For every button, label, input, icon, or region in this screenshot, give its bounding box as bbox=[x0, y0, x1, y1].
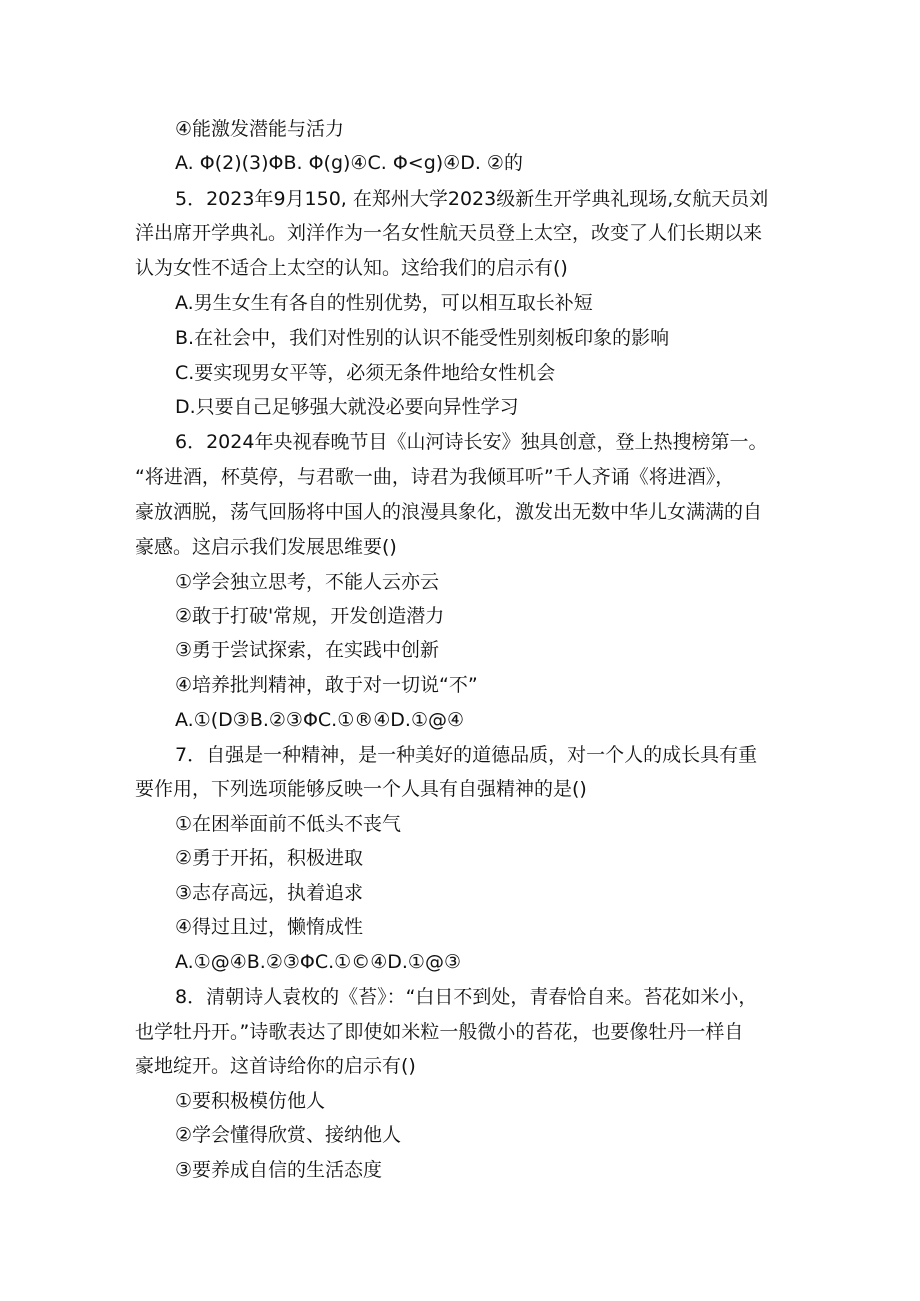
question-7-option-4: ④得过且过，懒惰成性 bbox=[175, 916, 364, 938]
question-7-option-1: ①在困举面前不低头不丧气 bbox=[175, 813, 402, 835]
question-5-option-a: A.男生女生有各自的性别优势，可以相互取长补短 bbox=[175, 292, 593, 314]
question-5-stem-line-3: 认为女性不适合上太空的认知。这给我们的启示有() bbox=[135, 257, 568, 279]
question-7-stem-line-2: 要作用，下列选项能够反映一个人具有自强精神的是() bbox=[135, 778, 587, 800]
question-7-option-2: ②勇于开拓，积极进取 bbox=[175, 847, 364, 869]
question-8-stem-line-2: 也学牡丹开。”诗歌表达了即使如米粒一般微小的苔花，也要像牡丹一样自 bbox=[135, 1021, 744, 1043]
question-7-stem-line-1: 7．自强是一种精神，是一种美好的道德品质，对一个人的成长具有重 bbox=[175, 744, 758, 766]
question-6-answer-choices: A.①(D③B.②③ΦC.①®④D.①@④ bbox=[175, 709, 465, 731]
question-4-answer-choices: A. Φ(2)(3)ΦB. Φ(g)④C. Φ<g)④D. ②的 bbox=[175, 152, 523, 174]
question-6-option-1: ①学会独立思考，不能人云亦云 bbox=[175, 571, 440, 593]
question-8-option-3: ③要养成自信的生活态度 bbox=[175, 1159, 383, 1181]
question-5-option-d: D.只要自己足够强大就没必要向异性学习 bbox=[175, 396, 519, 418]
question-8-stem-line-3: 豪地绽开。这首诗给你的启示有() bbox=[135, 1055, 416, 1077]
question-8-option-1: ①要积极模仿他人 bbox=[175, 1090, 326, 1112]
question-6-option-3: ③勇于尝试探索，在实践中创新 bbox=[175, 639, 440, 661]
question-6-stem-line-4: 豪感。这启示我们发展思维要() bbox=[135, 536, 397, 558]
question-6-stem-line-3: 豪放洒脱，荡气回肠将中国人的浪漫具象化，激发出无数中华儿女满满的自 bbox=[135, 501, 763, 523]
question-5-stem-line-1: 5．2023年9月150, 在郑州大学2023级新生开学典礼现场,女航天员刘 bbox=[175, 188, 769, 210]
question-8-option-2: ②学会懂得欣赏、接纳他人 bbox=[175, 1124, 402, 1146]
question-6-stem-line-1: 6．2024年央视春晚节目《山河诗长安》独具创意，登上热搜榜第一。 bbox=[175, 431, 768, 453]
question-4-option-4: ④能激发潜能与活力 bbox=[175, 118, 345, 140]
question-8-stem-line-1: 8．清朝诗人袁枚的《苔》：“白日不到处，青春恰自来。苔花如米小， bbox=[175, 986, 758, 1008]
question-6-option-4: ④培养批判精神，敢于对一切说“不” bbox=[175, 674, 478, 696]
question-5-stem-line-2: 洋出席开学典礼。刘洋作为一名女性航天员登上太空，改变了人们长期以来 bbox=[135, 222, 763, 244]
question-6-option-2: ②敢于打破'常规，开发创造潜力 bbox=[175, 605, 445, 627]
question-7-option-3: ③志存高远，执着追求 bbox=[175, 882, 364, 904]
question-5-option-b: B.在社会中，我们对性别的认识不能受性别刻板印象的影响 bbox=[175, 327, 670, 349]
question-7-answer-choices: A.①@④B.②③ΦC.①©④D.①@③ bbox=[175, 951, 461, 973]
question-5-option-c: C.要实现男女平等，必须无条件地给女性机会 bbox=[175, 362, 556, 384]
question-6-stem-line-2: “将进酒，杯莫停，与君歌一曲，诗君为我倾耳听”千人齐诵《将进酒》， bbox=[135, 466, 735, 488]
